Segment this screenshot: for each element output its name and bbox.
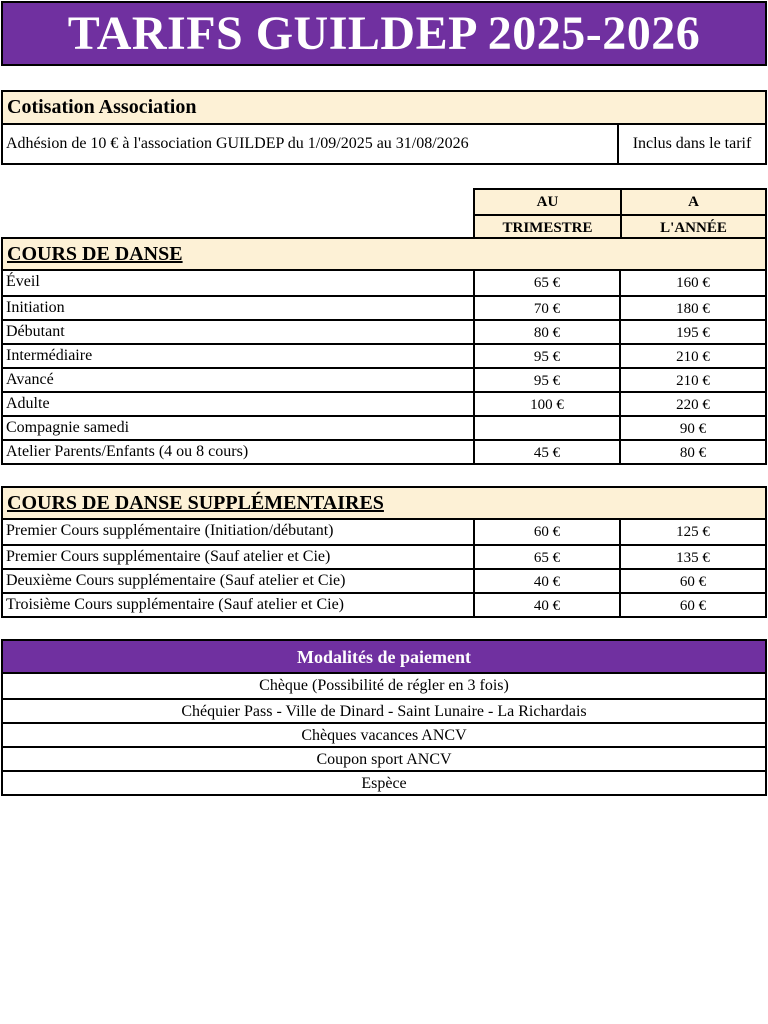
- price-trimestre: 65 €: [473, 271, 619, 295]
- cotisation-row: [3, 125, 765, 163]
- table-row: [3, 439, 765, 463]
- price-trimestre: 65 €: [473, 546, 619, 568]
- payment-method: Espèce: [3, 770, 765, 794]
- price-annee: 210 €: [619, 345, 765, 367]
- cotisation-table: [1, 90, 767, 165]
- price-annee: 220 €: [619, 393, 765, 415]
- course-name: Initiation: [6, 299, 65, 316]
- price-trimestre: 45 €: [473, 441, 619, 463]
- payment-method: Chéquier Pass - Ville de Dinard - Saint Lunaire - La Richardais: [3, 698, 765, 722]
- price-annee: 60 €: [619, 570, 765, 592]
- table-row: [3, 520, 765, 544]
- price-annee: 80 €: [619, 441, 765, 463]
- price-annee: 210 €: [619, 369, 765, 391]
- price-annee: 125 €: [619, 520, 765, 544]
- table-row: [3, 592, 765, 616]
- course-name: Troisième Cours supplémentaire (Sauf atelier et Cie): [6, 596, 344, 613]
- table-row: [3, 271, 765, 295]
- column-annee-bottom: L'ANNÉE: [622, 214, 765, 238]
- table-row: [3, 319, 765, 343]
- price-trimestre: 70 €: [473, 297, 619, 319]
- price-trimestre: 95 €: [473, 369, 619, 391]
- price-annee: 135 €: [619, 546, 765, 568]
- price-column-header: [473, 188, 767, 238]
- price-annee: 195 €: [619, 321, 765, 343]
- course-name: Avancé: [6, 371, 54, 388]
- column-trimestre-bottom: TRIMESTRE: [475, 214, 620, 238]
- course-name: Premier Cours supplémentaire (Sauf atelier et Cie): [6, 548, 331, 565]
- cours-danse-table: [1, 237, 767, 465]
- price-trimestre: 60 €: [473, 520, 619, 544]
- payment-method: Chèque (Possibilité de régler en 3 fois): [259, 677, 509, 694]
- price-trimestre: 100 €: [473, 393, 619, 415]
- cotisation-heading: Cotisation Association: [3, 92, 765, 125]
- cotisation-value: Inclus dans le tarif: [632, 135, 752, 152]
- cours-danse-heading: COURS DE DANSE: [3, 239, 765, 271]
- column-annee: [620, 190, 765, 238]
- table-row: [3, 295, 765, 319]
- course-name: Compagnie samedi: [6, 419, 130, 436]
- cotisation-description: Adhésion de 10 € à l'association GUILDEP du 1/09/2025 au 31/08/2026: [3, 125, 619, 163]
- price-annee: 60 €: [619, 594, 765, 616]
- price-trimestre: [473, 417, 619, 439]
- course-name: Éveil: [6, 273, 40, 290]
- course-name: Atelier Parents/Enfants (4 ou 8 cours): [6, 443, 249, 460]
- table-row: [3, 343, 765, 367]
- page-title: TARIFS GUILDEP 2025-2026: [67, 6, 701, 60]
- course-name: Débutant: [6, 323, 65, 340]
- course-name: Premier Cours supplémentaire (Initiation/débutant): [6, 522, 334, 539]
- course-name: Adulte: [6, 395, 50, 412]
- column-annee-top: A: [688, 194, 699, 210]
- column-trimestre: [475, 190, 620, 238]
- paiement-table: [1, 639, 767, 796]
- cours-supp-table: [1, 486, 767, 618]
- course-name: Intermédiaire: [6, 347, 93, 364]
- price-trimestre: 80 €: [473, 321, 619, 343]
- column-trimestre-top: AU: [536, 194, 559, 210]
- price-annee: 180 €: [619, 297, 765, 319]
- price-trimestre: 95 €: [473, 345, 619, 367]
- table-row: [3, 367, 765, 391]
- cours-supp-heading: COURS DE DANSE SUPPLÉMENTAIRES: [3, 488, 765, 520]
- table-row: [3, 544, 765, 568]
- price-annee: 160 €: [619, 271, 765, 295]
- table-row: [3, 568, 765, 592]
- price-trimestre: 40 €: [473, 594, 619, 616]
- price-annee: 90 €: [619, 417, 765, 439]
- table-row: [3, 415, 765, 439]
- course-name: Deuxième Cours supplémentaire (Sauf atelier et Cie): [6, 572, 346, 589]
- paiement-heading: Modalités de paiement: [3, 641, 765, 674]
- title-banner: [1, 1, 767, 66]
- payment-method: Coupon sport ANCV: [3, 746, 765, 770]
- table-row: [3, 391, 765, 415]
- payment-method: Chèques vacances ANCV: [3, 722, 765, 746]
- price-trimestre: 40 €: [473, 570, 619, 592]
